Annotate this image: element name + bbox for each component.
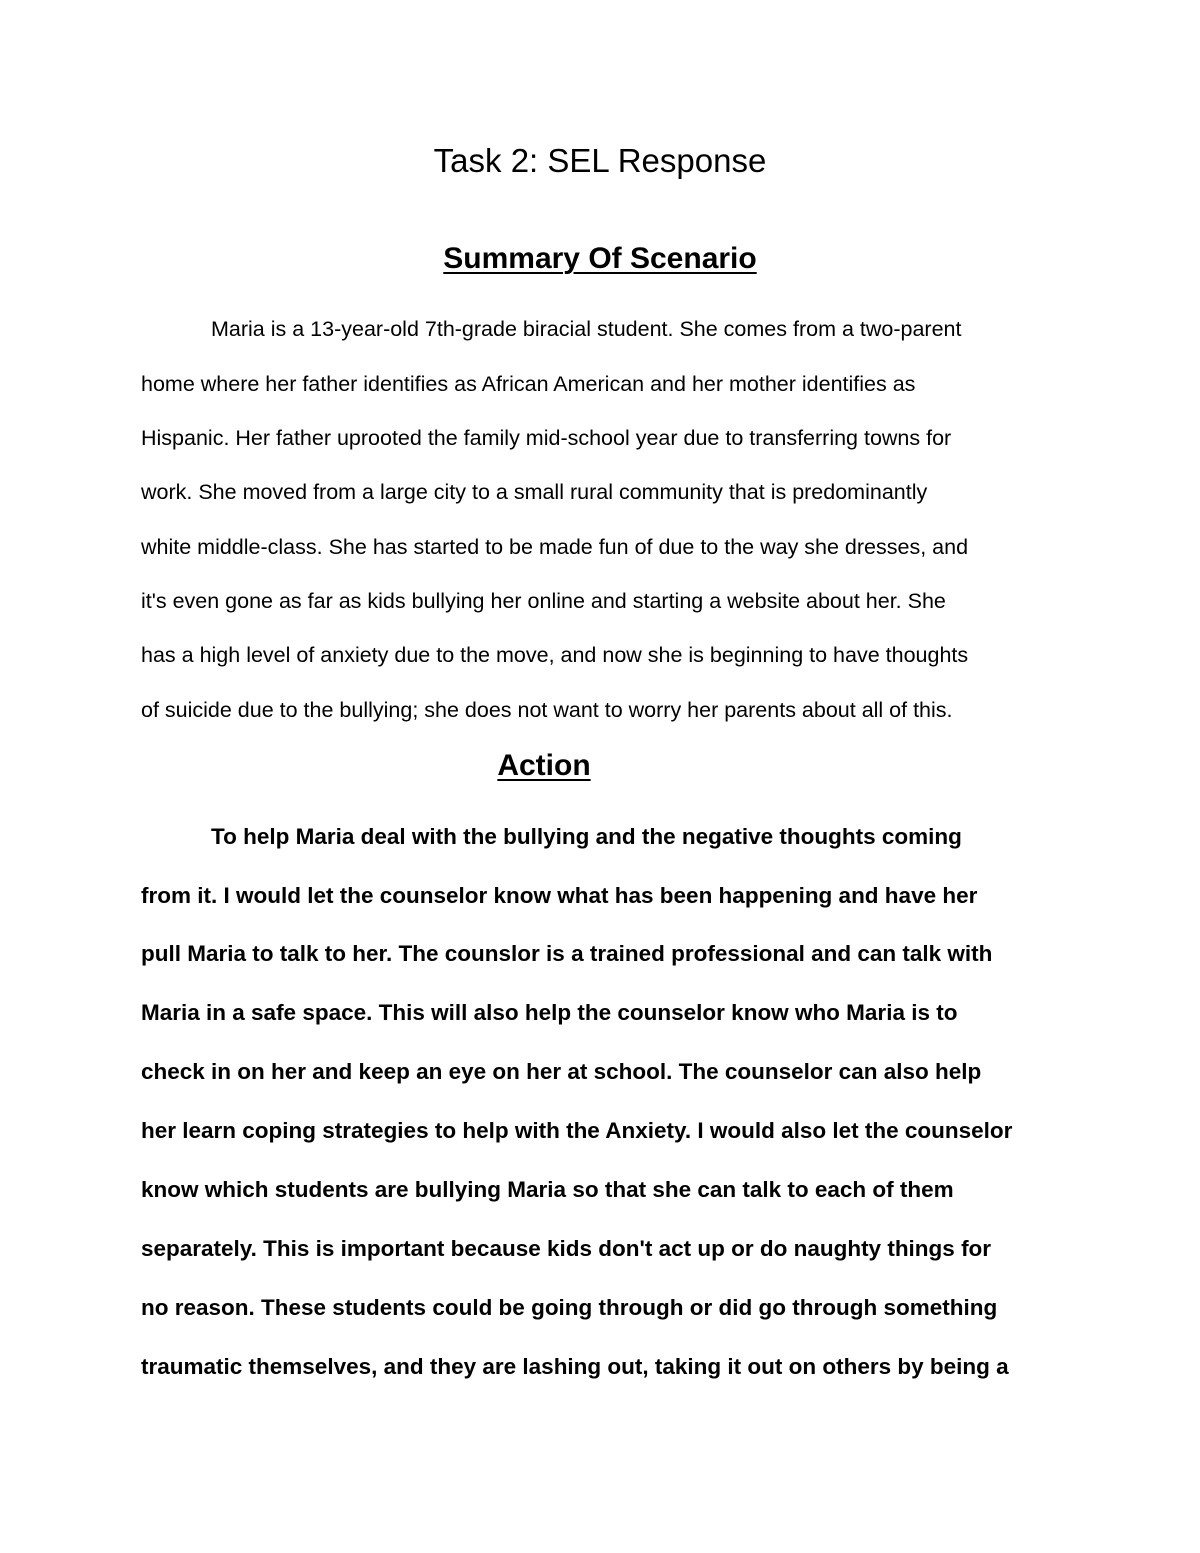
paragraph-line: work. She moved from a large city to a small rural community that is predominantly [141, 480, 928, 504]
paragraph-line: of suicide due to the bullying; she does not want to worry her parents about all of this. [141, 698, 953, 722]
paragraph-line: know which students are bullying Maria so that she can talk to each of them [141, 1177, 954, 1202]
paragraph-line: Hispanic. Her father uprooted the family mid-school year due to transferring towns for [141, 426, 952, 450]
paragraph-line: her learn coping strategies to help with the Anxiety. I would also let the counselor [141, 1118, 1013, 1143]
paragraph-line: traumatic themselves, and they are lashing out, taking it out on others by being a [141, 1354, 1009, 1379]
paragraph-line: from it. I would let the counselor know what has been happening and have her [141, 883, 978, 908]
paragraph-line: no reason. These students could be going through or did go through something [141, 1295, 998, 1320]
paragraph-line: home where her father identifies as African American and her mother identifies as [141, 372, 916, 396]
paragraph-line: pull Maria to talk to her. The counslor is a trained professional and can talk with [141, 941, 993, 966]
document-title: Task 2: SEL Response [433, 142, 767, 179]
paragraph-line: separately. This is important because kids don't act up or do naughty things for [141, 1236, 992, 1261]
paragraph-line: Maria in a safe space. This will also help the counselor know who Maria is to [141, 1000, 958, 1025]
paragraph-line: To help Maria deal with the bullying and the negative thoughts coming [211, 824, 962, 849]
section-heading-summary: Summary Of Scenario [443, 242, 757, 275]
paragraph-line: white middle-class. She has started to be made fun of due to the way she dresses, and [141, 535, 969, 559]
paragraph-line: it's even gone as far as kids bullying her online and starting a website about her. She [141, 589, 946, 613]
section-heading-action: Action [497, 749, 591, 782]
paragraph-line: Maria is a 13-year-old 7th-grade biracial student. She comes from a two-parent [211, 317, 962, 341]
paragraph-line: check in on her and keep an eye on her at school. The counselor can also help [141, 1059, 982, 1084]
paragraph-line: has a high level of anxiety due to the move, and now she is beginning to have thoughts [141, 643, 969, 667]
